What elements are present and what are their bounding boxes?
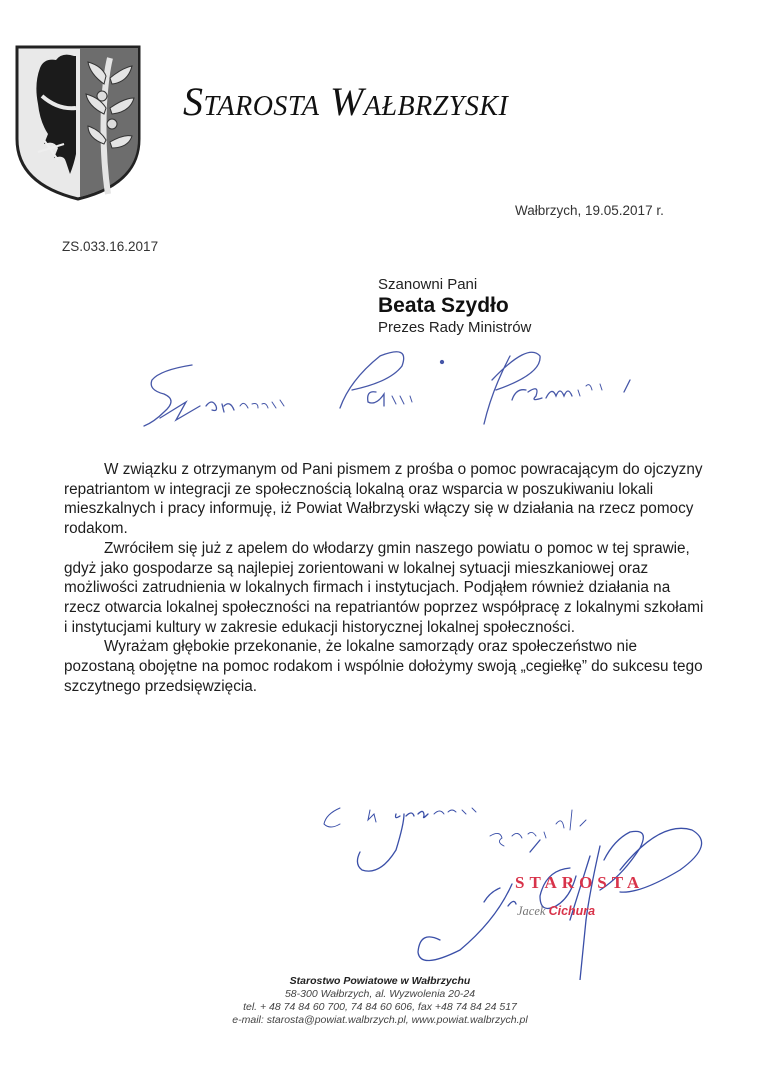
recipient-salutation: Szanowni Pani	[378, 276, 478, 293]
stamp-title: STAROSTA	[515, 873, 645, 892]
recipient-block	[378, 276, 531, 338]
body-paragraph: W związku z otrzymanym od Pani pismem z prośba o pomoc powracającym do ojczyzny repatriantom w integracji ze społecznością lokalną oraz wsparcia w poszukiwaniu lokali mieszkalnych i pracy informuję, iż Powiat Wałbrzyski włączy się w działania na rzecz pomocy rodakom.	[64, 461, 703, 538]
footer	[190, 975, 570, 1027]
body-paragraph: Wyrażam głębokie przekonanie, że lokalne samorządy oraz społeczeństwo nie pozostaną obojętne na pomoc rodakom i wspólnie dołożymy swoją „cegiełkę” do sukcesu tego szczytnego przedsięwzięcia.	[64, 638, 703, 695]
footer-org: Starostwo Powiatowe w Wałbrzychu	[289, 975, 471, 987]
stamp-last-name: Cichura	[548, 904, 596, 918]
reference-number: ZS.033.16.2017	[62, 239, 159, 254]
footer-address: 58-300 Wałbrzych, al. Wyzwolenia 20-24	[284, 988, 476, 1000]
stamp-first-name: Jacek	[517, 904, 546, 918]
letterhead-title: Starosta Wałbrzyski	[183, 79, 509, 124]
letter-body	[64, 460, 704, 696]
footer-contact: e-mail: starosta@powiat.walbrzych.pl, www.powiat.walbrzych.pl	[232, 1014, 528, 1026]
coat-of-arms-icon	[14, 44, 142, 202]
recipient-role: Prezes Rady Ministrów	[378, 319, 532, 336]
handwritten-greeting	[140, 340, 700, 450]
place-date: Wałbrzych, 19.05.2017 r.	[515, 203, 664, 218]
stamp-name	[517, 904, 595, 919]
body-paragraph: Zwróciłem się już z apelem do włodarzy gmin naszego powiatu o pomoc w tej sprawie, gdyż jako gospodarze są najlepiej zorientowani w lokalnej sytuacji mieszkaniowej oraz możliwości zatrudnienia w lokalnych firmach i instytucjach. Podjąłem również działania na rzecz otwarcia lokalnej społeczności na repatriantów poprzez współpracę z lokalnymi szkołami i instytucjami kultury w zakresie edukacji historycznej lokalnej społeczności.	[64, 539, 704, 636]
recipient-name: Beata Szydło	[378, 294, 509, 317]
footer-phone: tel. + 48 74 84 60 700, 74 84 60 606, fax +48 74 84 24 517	[243, 1001, 517, 1013]
